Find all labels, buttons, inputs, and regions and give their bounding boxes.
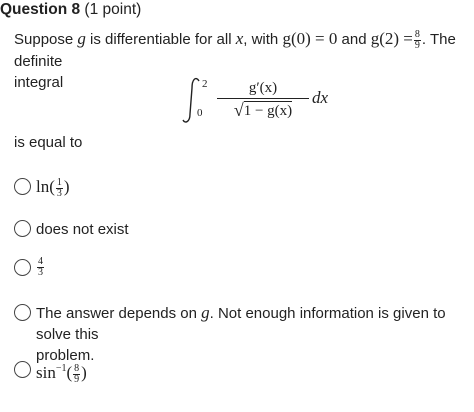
answer-option-3[interactable] (14, 255, 134, 285)
sqrt-symbol: √ (233, 100, 244, 120)
option-fraction (56, 178, 63, 199)
stem-text: . The definite (14, 31, 456, 70)
answer-option-5[interactable] (14, 358, 214, 384)
integrand-fraction (217, 79, 309, 120)
option-label (36, 256, 45, 278)
fraction-numerator: 8 (74, 362, 80, 374)
fraction-bar (217, 98, 309, 99)
answer-option-2[interactable] (14, 219, 214, 241)
answer-option-4[interactable] (14, 302, 470, 364)
option-text: sin (36, 363, 56, 382)
integral-differential: dx (312, 88, 329, 107)
option-math-g: g (201, 303, 210, 322)
option-label (36, 302, 468, 366)
radio-button[interactable] (14, 178, 31, 195)
question-header (0, 0, 141, 20)
stem-condition-1: g(0) = 0 (282, 29, 338, 48)
option-text: ) (81, 363, 87, 382)
stem-text: , with (243, 31, 283, 48)
option-text: ) (63, 177, 70, 196)
integral-expression (180, 76, 329, 126)
fraction-denominator: 3 (56, 187, 62, 199)
radio-button[interactable] (14, 304, 31, 321)
fraction-denominator: 3 (38, 266, 43, 278)
sqrt-radicand: 1 − g(x) (243, 103, 293, 119)
option-label (36, 176, 70, 199)
fraction-numerator: 8 (414, 28, 420, 40)
answer-option-1[interactable] (14, 176, 214, 198)
radio-button[interactable] (14, 220, 31, 237)
stem-fraction (414, 30, 421, 51)
fraction-denominator: 9 (74, 373, 80, 385)
option-fraction (37, 257, 44, 278)
question-title: Question 8 (0, 1, 81, 18)
stem-text: is differentiable for all (85, 31, 236, 48)
option-label: does not exist (36, 221, 129, 238)
stem-text: integral (14, 73, 64, 91)
stem-text: Suppose (14, 31, 78, 48)
integral-upper-limit: 2 (202, 78, 208, 90)
integrand-numerator: g′(x) (248, 80, 278, 96)
radio-button[interactable] (14, 259, 31, 276)
question-prompt: is equal to (14, 134, 83, 151)
radio-button[interactable] (14, 361, 31, 378)
stem-condition-2: g(2) = (370, 29, 413, 48)
option-text: . Not enough information is given to solve this (36, 305, 446, 343)
stem-text: and (337, 31, 371, 48)
integral-lower-limit: 0 (197, 107, 203, 119)
option-superscript: −1 (55, 363, 67, 374)
fraction-numerator: 1 (56, 176, 62, 188)
fraction-numerator: 4 (38, 255, 43, 267)
option-fraction (73, 364, 80, 385)
question-points: (1 point) (84, 1, 142, 18)
option-text: problem. (36, 347, 95, 364)
option-label (36, 358, 87, 385)
option-text: The answer depends on (36, 305, 202, 322)
integrand-denominator (217, 100, 309, 120)
stem-math-x: x (235, 29, 244, 48)
option-text: ( (66, 363, 73, 382)
stem-math-g: g (77, 29, 86, 48)
option-text: ln( (36, 177, 55, 196)
fraction-denominator: 9 (414, 39, 420, 51)
